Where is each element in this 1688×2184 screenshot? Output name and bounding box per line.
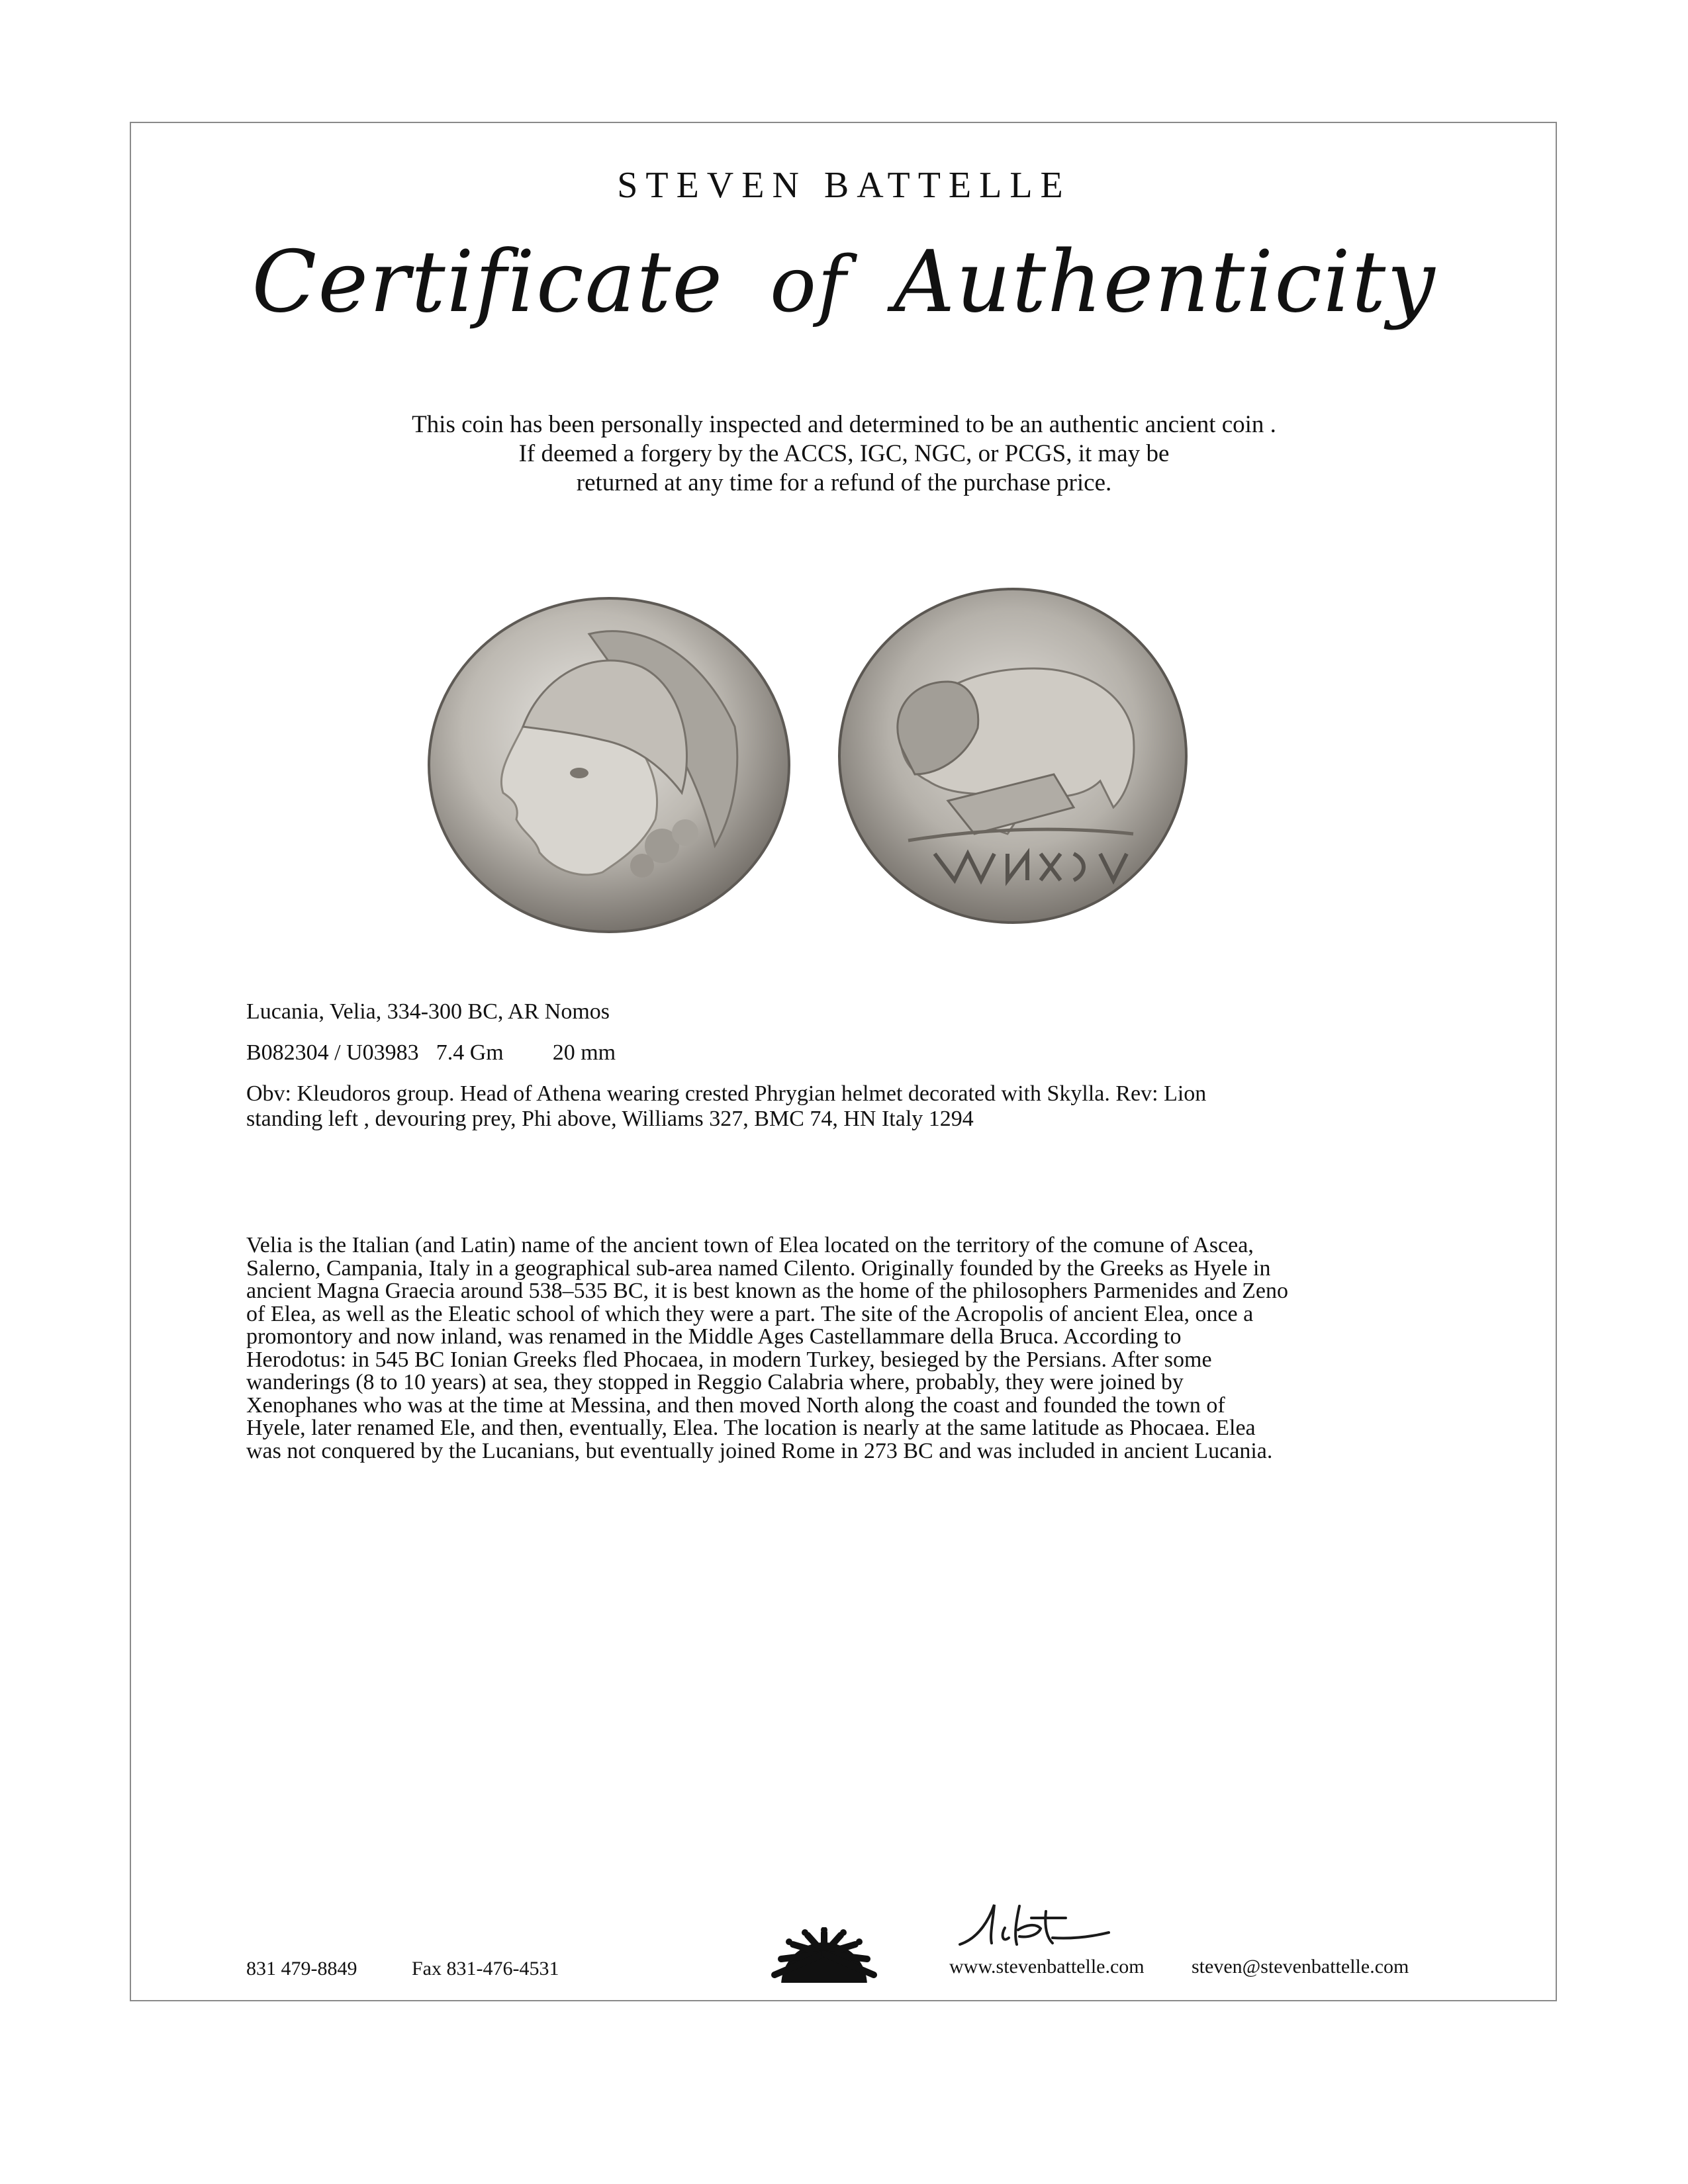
history-line: was not conquered by the Lucanians, but eventually joined Rome in 273 BC and was included in ancient Lucania. — [246, 1438, 1273, 1463]
description-line: Obv: Kleudoros group. Head of Athena wearing crested Phrygian helmet decorated with Skylla. Rev: Lion — [246, 1081, 1207, 1106]
coin-description — [246, 1081, 1438, 1132]
lion-coin-icon — [835, 582, 1190, 927]
description-line: standing left , devouring prey, Phi above, Williams 327, BMC 74, HN Italy 1294 — [246, 1107, 974, 1131]
phone-number: 831 479-8849 — [246, 1958, 357, 1979]
history-line: Salerno, Campania, Italy in a geographical sub-area named Cilento. Originally founded by the Greeks as Hyele in — [246, 1255, 1271, 1281]
history-line: ancient Magna Graecia around 538–535 BC, it is best known as the home of the philosophers Parmenides and Zeno — [246, 1279, 1289, 1303]
coin-title: Lucania, Velia, 334-300 BC, AR Nomos — [246, 999, 610, 1024]
inventory-number: B082304 / U03983 — [246, 1040, 419, 1065]
guarantee-line: If deemed a forgery by the ACCS, IGC, NGC, or PCGS, it may be — [518, 440, 1170, 467]
email-link[interactable]: steven@stevenbattelle.com — [1192, 1956, 1409, 1978]
title-word-certificate: Certificate — [252, 233, 724, 332]
history-line: wanderings (8 to 10 years) at sea, they stopped in Reggio Calabria where, probably, they were joined by — [246, 1370, 1184, 1394]
athena-head-coin-icon — [424, 594, 794, 938]
history-line: Velia is the Italian (and Latin) name of the ancient town of Elea located on the territory of the comune of Ascea, — [246, 1233, 1254, 1257]
title-word-authenticity: Authenticity — [893, 233, 1436, 332]
fax-number: Fax 831-476-4531 — [412, 1958, 559, 1979]
title-word-of: of — [770, 240, 847, 330]
certificate-title — [0, 233, 1688, 332]
history-line: Herodotus: in 545 BC Ionian Greeks fled Phocaea, in modern Turkey, besieged by the Persians. After some — [246, 1347, 1212, 1372]
website-link[interactable]: www.stevenbattelle.com — [949, 1956, 1145, 1978]
coin-specs — [246, 1040, 1438, 1066]
coin-weight: 7.4 Gm — [436, 1040, 504, 1065]
history-line: promontory and now inland, was renamed in the Middle Ages Castellammare della Bruca. According to — [246, 1324, 1182, 1349]
brand-name: STEVEN BATTELLE — [617, 165, 1071, 206]
guarantee-line: returned at any time for a refund of the purchase price. — [576, 469, 1112, 496]
sunburst-logo-icon — [768, 1927, 880, 1990]
signature-icon — [953, 1898, 1112, 1954]
guarantee-line: This coin has been personally inspected and determined to be an authentic ancient coin . — [412, 411, 1276, 438]
history-line: Xenophanes who was at the time at Messina, and then moved North along the coast and founded the town of — [246, 1392, 1225, 1418]
history-paragraph — [246, 1234, 1464, 1463]
guarantee-statement — [0, 410, 1688, 498]
coin-diameter: 20 mm — [552, 1040, 616, 1065]
history-line: Hyele, later renamed Ele, and then, eventually, Elea. The location is nearly at the same latitude as Phocaea. Elea — [246, 1416, 1256, 1440]
history-line: of Elea, as well as the Eleatic school of which they were a part. The site of the Acropolis of ancient Elea, once a — [246, 1301, 1254, 1326]
